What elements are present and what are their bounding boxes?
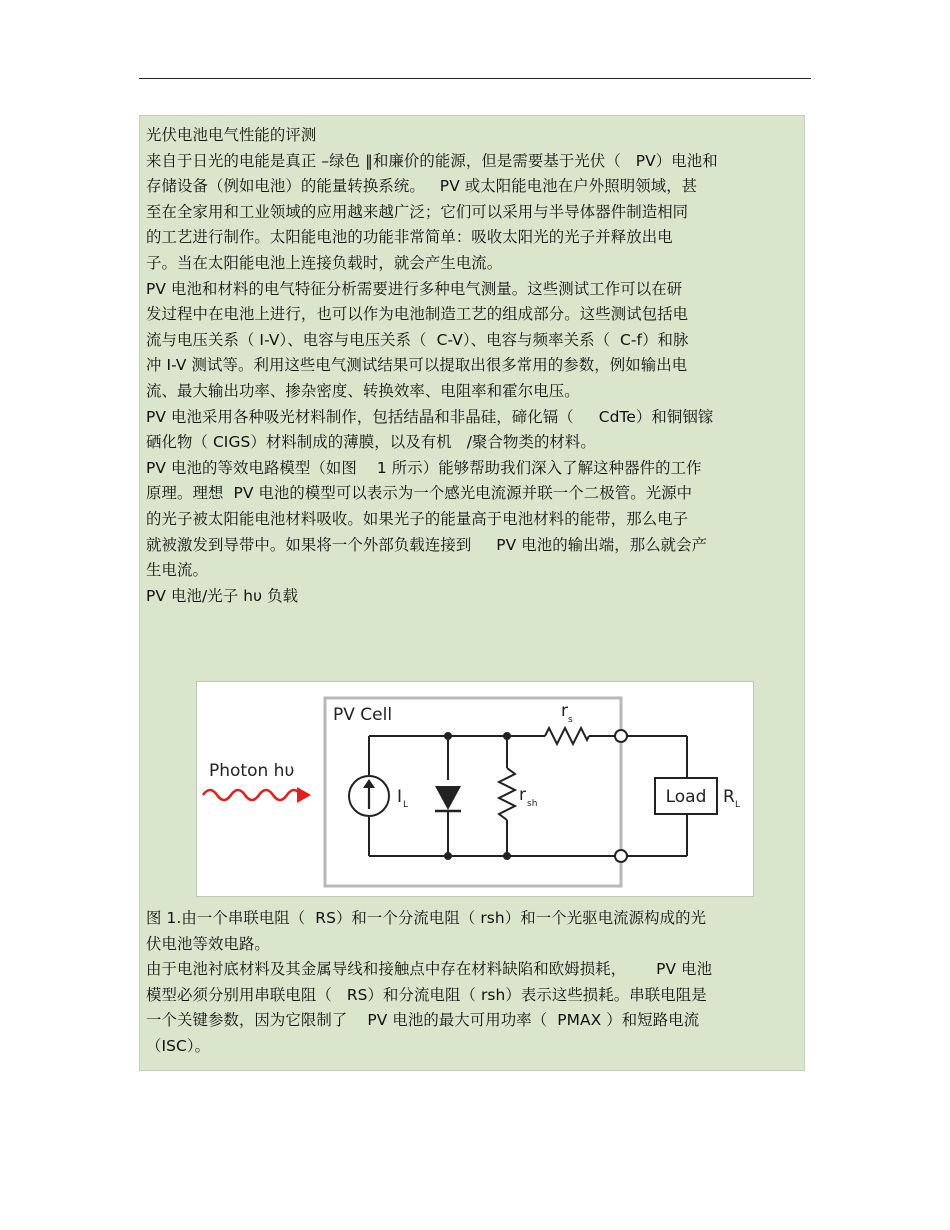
paragraph-line: 一个关键参数，因为它限制了 PV 电池的最大可用功率（ PMAX ）和短路电流 (146, 1011, 700, 1030)
doc-title: 光伏电池电气性能的评测 (146, 126, 317, 144)
paragraph-line: 冲 I-V 测试等。利用这些电气测试结果可以提取出很多常用的参数，例如输出电 (146, 356, 688, 375)
photon-wave (203, 790, 301, 800)
junction-dot (503, 852, 511, 860)
paragraph-line: 流与电压关系（ I-V）、电容与电压关系（ C-V）、电容与频率关系（ C-f）和脉 (146, 330, 689, 349)
paragraph-line: 子。当在太阳能电池上连接负载时，就会产生电流。 (146, 253, 503, 272)
paragraph-line: 硒化物（ CIGS）材料制成的薄膜，以及有机 /聚合物类的材料。 (146, 433, 596, 452)
rs-label: r (561, 701, 568, 721)
equivalent-circuit-figure (196, 681, 754, 897)
body-text-bottom (146, 906, 802, 1060)
shunt-resistor-icon (499, 768, 515, 820)
rs-subscript: s (568, 715, 573, 725)
rsh-label: r (519, 785, 526, 805)
paragraph-line: 存储设备（例如电池）的能量转换系统。 PV 或太阳能电池在户外照明领域，甚 (146, 177, 698, 196)
rl-label: R (723, 787, 735, 807)
paragraph-line: 模型必须分别用串联电阻（ RS）和分流电阻（ rsh）表示这些损耗。串联电阻是 (146, 985, 707, 1004)
series-resistor-icon (545, 728, 589, 744)
paragraph-line: 至在全家用和工业领域的应用越来越广泛；它们可以采用与半导体器件制造相同 (146, 202, 689, 221)
photon-label: Photon hυ (209, 761, 295, 781)
load-label: Load (665, 787, 707, 807)
paragraph-line: （ISC）。 (146, 1036, 211, 1055)
circuit-wires (369, 736, 687, 856)
il-label: I (397, 787, 403, 807)
rsh-subscript: sh (527, 799, 538, 809)
paragraph-line: PV 电池采用各种吸光材料制作，包括结晶和非晶硅，碲化镉（ CdTe）和铜铟镓 (146, 407, 714, 426)
body-text-top (146, 123, 802, 609)
paragraph-line: 发过程中在电池上进行，也可以作为电池制造工艺的组成部分。这些测试包括电 (146, 305, 689, 324)
paragraph-line: 生电流。 (146, 561, 208, 580)
il-subscript: L (403, 800, 409, 810)
paragraph-line: PV 电池/光子 hυ 负载 (146, 586, 299, 605)
paragraph-line: 原理。理想 PV 电池的模型可以表示为一个感光电流源并联一个二极管。光源中 (146, 484, 693, 503)
content-panel (139, 115, 805, 1071)
paragraph-line: PV 电池的等效电路模型（如图 1 所示）能够帮助我们深入了解这种器件的工作 (146, 458, 702, 477)
header-rule (139, 78, 811, 79)
paragraph-line: 由于电池衬底材料及其金属导线和接触点中存在材料缺陷和欧姆损耗， PV 电池 (146, 960, 713, 979)
paragraph-line: 流、最大输出功率、掺杂密度、转换效率、电阻率和霍尔电压。 (146, 381, 580, 400)
circuit-diagram (197, 682, 753, 896)
paragraph-line: 就被激发到导带中。如果将一个外部负载连接到 PV 电池的输出端，那么就会产 (146, 535, 708, 554)
rl-subscript: L (735, 800, 741, 810)
terminal-negative (615, 850, 627, 862)
junction-dot (444, 732, 452, 740)
photon-arrow-icon (297, 787, 311, 803)
paragraph-line: PV 电池和材料的电气特征分析需要进行多种电气测量。这些测试工作可以在研 (146, 279, 683, 298)
junction-dot (444, 852, 452, 860)
figure-caption: 图 1.由一个串联电阻（ RS）和一个分流电阻（ rsh）和一个光驱电流源构成的光 (146, 909, 707, 927)
paragraph-line: 的工艺进行制作。太阳能电池的功能非常简单：吸收太阳光的光子并释放出电 (146, 228, 673, 247)
figure-caption: 伏电池等效电路。 (146, 934, 270, 953)
diode-icon (435, 786, 461, 810)
paragraph-line: 来自于日光的电能是真正 –绿色 ‖和廉价的能源，但是需要基于光伏（ PV）电池和 (146, 151, 718, 170)
junction-dot (503, 732, 511, 740)
terminal-positive (615, 730, 627, 742)
pv-cell-label: PV Cell (333, 705, 393, 725)
paragraph-line: 的光子被太阳能电池材料吸收。如果光子的能量高于电池材料的能带，那么电子 (146, 509, 689, 528)
